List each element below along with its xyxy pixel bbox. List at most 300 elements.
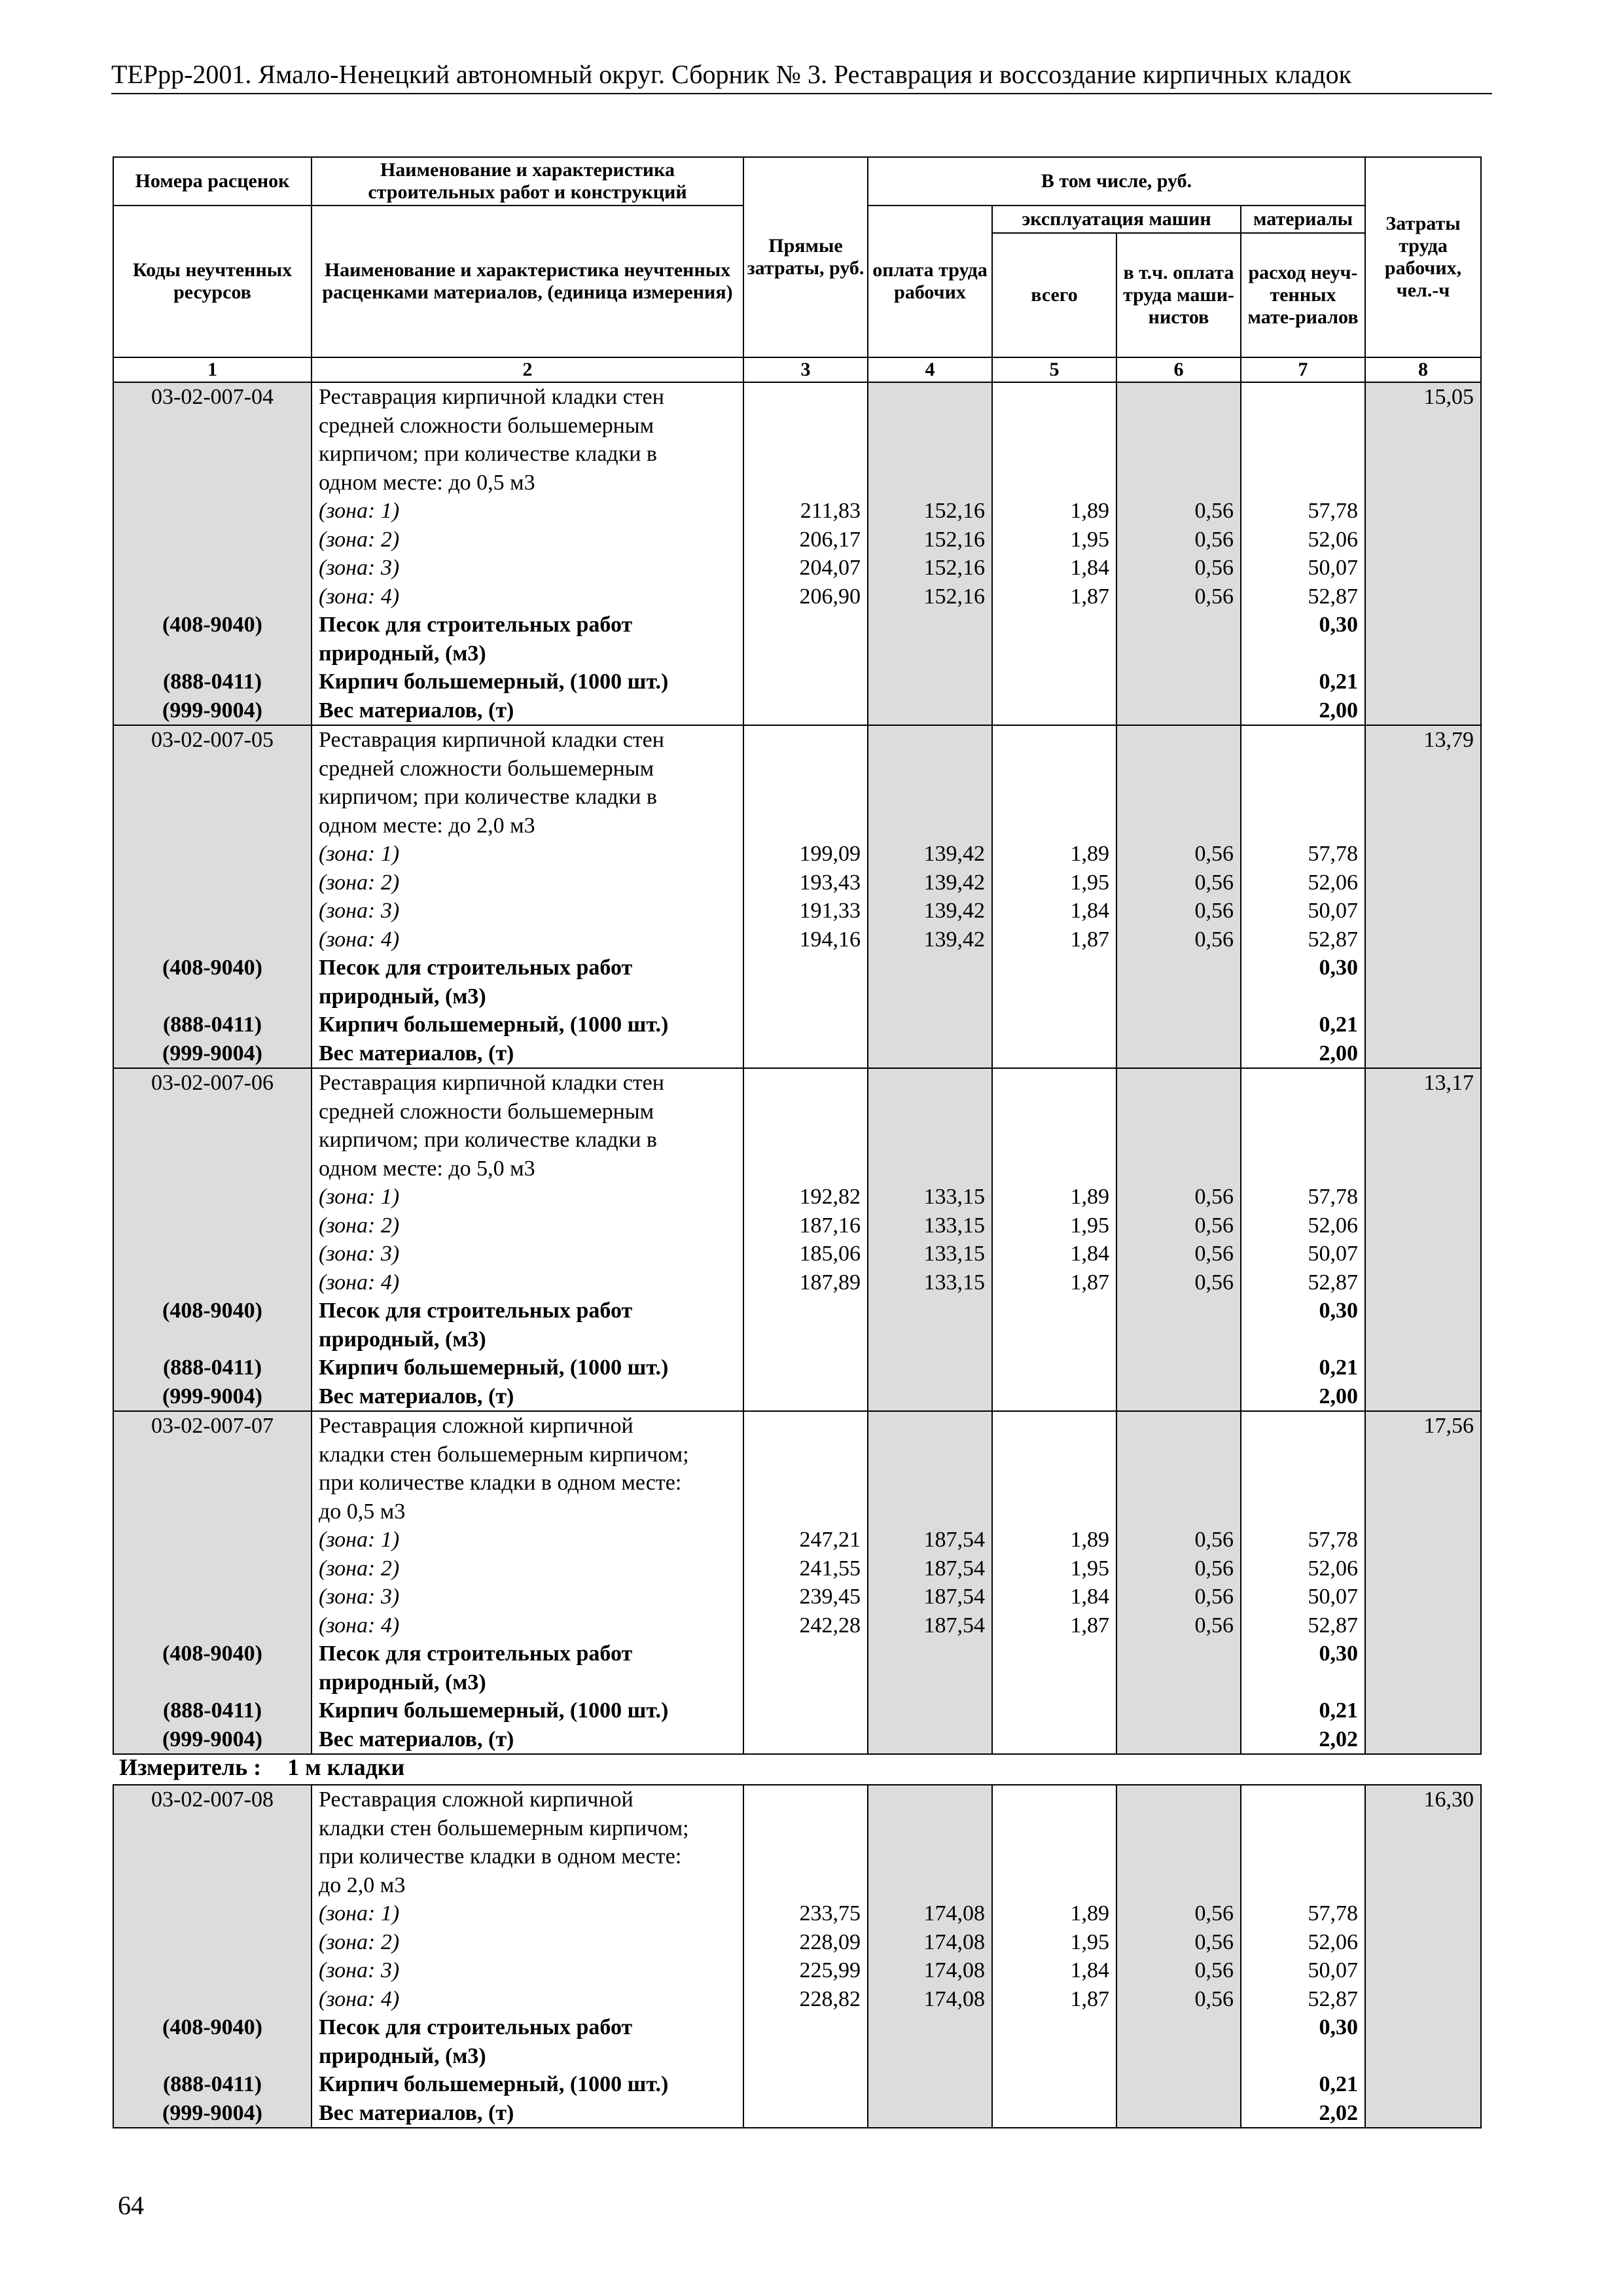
header-machine-operation: эксплуатация машин <box>992 206 1241 233</box>
header-rate-numbers: Номера расценок <box>113 157 312 206</box>
empty-cell <box>113 440 312 469</box>
table-row <box>113 1842 1481 1871</box>
machines-total: 1,87 <box>992 1611 1116 1640</box>
empty-cell <box>868 1098 992 1126</box>
empty-cell <box>743 440 868 469</box>
empty-cell <box>1365 1039 1481 1069</box>
table-row <box>113 469 1481 497</box>
empty-cell <box>992 1696 1116 1725</box>
machinist-wage: 0,56 <box>1116 554 1241 583</box>
empty-cell <box>113 526 312 554</box>
rate-code: 03-02-007-06 <box>113 1068 312 1098</box>
table-row <box>113 1611 1481 1640</box>
zone-label: (зона: 4) <box>312 1985 743 2014</box>
empty-cell <box>868 668 992 696</box>
empty-cell <box>1116 783 1241 812</box>
work-description-line: средней сложности большемерным <box>312 1098 743 1126</box>
empty-cell <box>1241 412 1365 440</box>
empty-cell <box>1365 639 1481 668</box>
empty-cell <box>1241 1411 1365 1441</box>
page-number: 64 <box>118 2191 144 2220</box>
empty-cell <box>1365 696 1481 726</box>
page-header: ТЕРрр-2001. Ямало-Ненецкий автономный округ. Сборник № 3. Реставрация и воссоздание кирпичных кладок <box>111 59 1492 94</box>
resource-code: (408-9040) <box>113 2013 312 2042</box>
empty-cell <box>992 1354 1116 1382</box>
empty-cell <box>1116 611 1241 639</box>
empty-cell <box>743 1098 868 1126</box>
table-row <box>113 2070 1481 2099</box>
direct-cost: 241,55 <box>743 1554 868 1583</box>
materials-cost: 52,06 <box>1241 1211 1365 1240</box>
machines-total: 1,95 <box>992 1928 1116 1957</box>
direct-cost: 225,99 <box>743 1956 868 1985</box>
column-number: 1 <box>113 357 312 382</box>
empty-cell <box>1365 897 1481 925</box>
table-row <box>113 1011 1481 1039</box>
table-row <box>113 1411 1481 1441</box>
empty-cell <box>1116 812 1241 840</box>
direct-cost: 191,33 <box>743 897 868 925</box>
zone-label: (зона: 2) <box>312 869 743 897</box>
empty-cell <box>868 1411 992 1441</box>
resource-code: (999-9004) <box>113 2099 312 2128</box>
empty-cell <box>743 2013 868 2042</box>
materials-cost: 57,78 <box>1241 1526 1365 1554</box>
empty-cell <box>1365 1871 1481 1900</box>
empty-cell <box>743 982 868 1011</box>
direct-cost: 242,28 <box>743 1611 868 1640</box>
empty-cell <box>992 1126 1116 1155</box>
table-header <box>113 157 1481 382</box>
table-row <box>113 1640 1481 1668</box>
zone-label: (зона: 1) <box>312 1183 743 1211</box>
empty-cell <box>113 1268 312 1297</box>
resource-name: Кирпич большемерный, (1000 шт.) <box>312 1011 743 1039</box>
worker-wage: 152,16 <box>868 554 992 583</box>
materials-cost: 57,78 <box>1241 497 1365 526</box>
work-description-line: при количестве кладки в одном месте: <box>312 1842 743 1871</box>
empty-cell <box>1365 783 1481 812</box>
empty-cell <box>1365 526 1481 554</box>
empty-cell <box>113 1469 312 1498</box>
worker-wage: 139,42 <box>868 869 992 897</box>
resource-code: (999-9004) <box>113 1725 312 1755</box>
work-description-line: кладки стен большемерным кирпичом; <box>312 1441 743 1469</box>
empty-cell <box>992 1039 1116 1069</box>
empty-cell <box>1241 639 1365 668</box>
empty-cell <box>1365 1469 1481 1498</box>
machinist-wage: 0,56 <box>1116 1183 1241 1211</box>
empty-cell <box>1241 1325 1365 1354</box>
resource-name: природный, (м3) <box>312 2042 743 2071</box>
empty-cell <box>113 755 312 783</box>
empty-cell <box>1116 2013 1241 2042</box>
empty-cell <box>743 1325 868 1354</box>
table-row <box>113 725 1481 755</box>
table-row <box>113 1554 1481 1583</box>
resource-name: Песок для строительных работ <box>312 954 743 982</box>
machinist-wage: 0,56 <box>1116 869 1241 897</box>
table-row <box>113 497 1481 526</box>
machinist-wage: 0,56 <box>1116 526 1241 554</box>
empty-cell <box>868 1469 992 1498</box>
direct-cost: 192,82 <box>743 1183 868 1211</box>
work-description-line: одном месте: до 2,0 м3 <box>312 812 743 840</box>
direct-cost: 239,45 <box>743 1583 868 1611</box>
empty-cell <box>113 583 312 611</box>
machinist-wage: 0,56 <box>1116 1240 1241 1268</box>
direct-cost: 206,17 <box>743 526 868 554</box>
empty-cell <box>1365 412 1481 440</box>
empty-cell <box>1116 2099 1241 2128</box>
direct-cost: 228,09 <box>743 1928 868 1957</box>
empty-cell <box>1116 755 1241 783</box>
empty-cell <box>1365 1268 1481 1297</box>
empty-cell <box>743 412 868 440</box>
header-labor-costs: Затраты труда рабочих, чел.-ч <box>1365 157 1481 357</box>
empty-cell <box>868 1498 992 1526</box>
empty-cell <box>1116 1871 1241 1900</box>
empty-cell <box>113 1871 312 1900</box>
empty-cell <box>113 812 312 840</box>
empty-cell <box>992 696 1116 726</box>
resource-name: Песок для строительных работ <box>312 1640 743 1668</box>
empty-cell <box>868 1011 992 1039</box>
empty-cell <box>868 1354 992 1382</box>
empty-cell <box>992 1297 1116 1325</box>
table-row <box>113 1814 1481 1843</box>
table-row <box>113 1098 1481 1126</box>
resource-consumption: 2,00 <box>1241 1382 1365 1412</box>
header-including: В том числе, руб. <box>868 157 1365 206</box>
table-row <box>113 1526 1481 1554</box>
empty-cell <box>743 1039 868 1069</box>
empty-cell <box>868 1155 992 1183</box>
machinist-wage: 0,56 <box>1116 497 1241 526</box>
resource-name: Кирпич большемерный, (1000 шт.) <box>312 2070 743 2099</box>
empty-cell <box>743 1297 868 1325</box>
header-unaccounted-materials: расход неуч-тенных мате-риалов <box>1241 233 1365 357</box>
empty-cell <box>992 1498 1116 1526</box>
table-row <box>113 1785 1481 1814</box>
direct-cost: 185,06 <box>743 1240 868 1268</box>
empty-cell <box>868 1814 992 1843</box>
empty-cell <box>992 783 1116 812</box>
empty-cell <box>992 382 1116 412</box>
empty-cell <box>1241 783 1365 812</box>
empty-cell <box>1365 869 1481 897</box>
empty-cell <box>113 1098 312 1126</box>
empty-cell <box>1241 982 1365 1011</box>
machines-total: 1,89 <box>992 1899 1116 1928</box>
empty-cell <box>1116 954 1241 982</box>
work-description-line: Реставрация сложной кирпичной <box>312 1785 743 1814</box>
empty-cell <box>1365 497 1481 526</box>
empty-cell <box>1365 982 1481 1011</box>
materials-cost: 52,06 <box>1241 526 1365 554</box>
resource-name: природный, (м3) <box>312 1325 743 1354</box>
empty-cell <box>743 1696 868 1725</box>
empty-cell <box>1365 1011 1481 1039</box>
empty-cell <box>992 1098 1116 1126</box>
empty-cell <box>1241 1155 1365 1183</box>
empty-cell <box>1365 954 1481 982</box>
work-description-line: кирпичом; при количестве кладки в <box>312 440 743 469</box>
resource-code: (888-0411) <box>113 668 312 696</box>
empty-cell <box>743 1155 868 1183</box>
materials-cost: 52,06 <box>1241 1554 1365 1583</box>
direct-cost: 187,16 <box>743 1211 868 1240</box>
direct-cost: 206,90 <box>743 583 868 611</box>
resource-name: природный, (м3) <box>312 639 743 668</box>
empty-cell <box>992 639 1116 668</box>
header-machines-total: всего <box>992 233 1116 357</box>
resource-consumption: 0,21 <box>1241 1354 1365 1382</box>
zone-label: (зона: 1) <box>312 497 743 526</box>
machines-total: 1,84 <box>992 1240 1116 1268</box>
empty-cell <box>992 611 1116 639</box>
table-row <box>113 1441 1481 1469</box>
table-row <box>113 783 1481 812</box>
table-row <box>113 412 1481 440</box>
resource-consumption: 2,02 <box>1241 2099 1365 2128</box>
resource-consumption: 0,30 <box>1241 1640 1365 1668</box>
zone-label: (зона: 2) <box>312 526 743 554</box>
resource-consumption: 0,30 <box>1241 611 1365 639</box>
resource-name: природный, (м3) <box>312 1668 743 1697</box>
resource-name: Песок для строительных работ <box>312 2013 743 2042</box>
worker-wage: 133,15 <box>868 1183 992 1211</box>
machinist-wage: 0,56 <box>1116 1211 1241 1240</box>
empty-cell <box>992 954 1116 982</box>
empty-cell <box>1365 1354 1481 1382</box>
empty-cell <box>113 1526 312 1554</box>
empty-cell <box>113 1211 312 1240</box>
table-row <box>113 440 1481 469</box>
empty-cell <box>1116 1126 1241 1155</box>
empty-cell <box>1241 2042 1365 2071</box>
zone-label: (зона: 1) <box>312 840 743 869</box>
empty-cell <box>1365 668 1481 696</box>
measure-line <box>119 1753 404 1782</box>
empty-cell <box>992 668 1116 696</box>
direct-cost: 194,16 <box>743 925 868 954</box>
empty-cell <box>1116 1098 1241 1126</box>
empty-cell <box>113 1325 312 1354</box>
table-row <box>113 1297 1481 1325</box>
empty-cell <box>1116 412 1241 440</box>
empty-cell <box>1116 1297 1241 1325</box>
empty-cell <box>1365 583 1481 611</box>
worker-wage: 139,42 <box>868 840 992 869</box>
empty-cell <box>113 1814 312 1843</box>
table-row <box>113 1325 1481 1354</box>
table-row <box>113 1583 1481 1611</box>
resource-consumption: 0,30 <box>1241 954 1365 982</box>
header-materials: материалы <box>1241 206 1365 233</box>
materials-cost: 57,78 <box>1241 1899 1365 1928</box>
column-number: 5 <box>992 357 1116 382</box>
empty-cell <box>992 982 1116 1011</box>
empty-cell <box>1116 696 1241 726</box>
zone-label: (зона: 4) <box>312 1611 743 1640</box>
machinist-wage: 0,56 <box>1116 897 1241 925</box>
zone-label: (зона: 1) <box>312 1899 743 1928</box>
empty-cell <box>868 954 992 982</box>
table-body <box>113 382 1481 1754</box>
empty-cell <box>113 1183 312 1211</box>
empty-cell <box>868 696 992 726</box>
empty-cell <box>113 469 312 497</box>
table-row <box>113 1469 1481 1498</box>
empty-cell <box>743 812 868 840</box>
materials-cost: 50,07 <box>1241 1583 1365 1611</box>
empty-cell <box>743 1011 868 1039</box>
empty-cell <box>1241 1068 1365 1098</box>
table-row <box>113 1696 1481 1725</box>
table-row <box>113 611 1481 639</box>
empty-cell <box>868 755 992 783</box>
work-description-line: Реставрация кирпичной кладки стен <box>312 1068 743 1098</box>
zone-label: (зона: 3) <box>312 554 743 583</box>
resource-name: Вес материалов, (т) <box>312 696 743 726</box>
empty-cell <box>1241 469 1365 497</box>
rate-code: 03-02-007-07 <box>113 1411 312 1441</box>
empty-cell <box>743 1126 868 1155</box>
worker-wage: 139,42 <box>868 925 992 954</box>
empty-cell <box>1365 554 1481 583</box>
empty-cell <box>743 1441 868 1469</box>
direct-cost: 199,09 <box>743 840 868 869</box>
table-row <box>113 982 1481 1011</box>
empty-cell <box>1116 1696 1241 1725</box>
empty-cell <box>1241 1469 1365 1498</box>
rate-code: 03-02-007-05 <box>113 725 312 755</box>
empty-cell <box>113 1583 312 1611</box>
zone-label: (зона: 2) <box>312 1554 743 1583</box>
resource-name: Песок для строительных работ <box>312 611 743 639</box>
empty-cell <box>1116 1068 1241 1098</box>
materials-cost: 50,07 <box>1241 1240 1365 1268</box>
empty-cell <box>1365 1498 1481 1526</box>
table-row <box>113 1871 1481 1900</box>
direct-cost: 204,07 <box>743 554 868 583</box>
machines-total: 1,87 <box>992 1268 1116 1297</box>
empty-cell <box>868 783 992 812</box>
empty-cell <box>868 1725 992 1755</box>
empty-cell <box>1116 440 1241 469</box>
resource-code: (888-0411) <box>113 2070 312 2099</box>
empty-cell <box>1365 1526 1481 1554</box>
empty-cell <box>992 2013 1116 2042</box>
machines-total: 1,84 <box>992 1583 1116 1611</box>
empty-cell <box>743 755 868 783</box>
empty-cell <box>868 1785 992 1814</box>
table-row <box>113 1155 1481 1183</box>
table-row <box>113 1240 1481 1268</box>
empty-cell <box>113 1126 312 1155</box>
materials-cost: 50,07 <box>1241 897 1365 925</box>
machinist-wage: 0,56 <box>1116 1899 1241 1928</box>
machines-total: 1,87 <box>992 583 1116 611</box>
machines-total: 1,89 <box>992 840 1116 869</box>
empty-cell <box>1241 440 1365 469</box>
empty-cell <box>1365 1668 1481 1697</box>
empty-cell <box>992 440 1116 469</box>
work-description-line: кирпичом; при количестве кладки в <box>312 783 743 812</box>
column-number: 3 <box>743 357 868 382</box>
empty-cell <box>868 1871 992 1900</box>
empty-cell <box>1116 1411 1241 1441</box>
resource-name: Кирпич большемерный, (1000 шт.) <box>312 668 743 696</box>
machinist-wage: 0,56 <box>1116 583 1241 611</box>
empty-cell <box>1116 1011 1241 1039</box>
empty-cell <box>1116 1382 1241 1412</box>
empty-cell <box>743 2070 868 2099</box>
work-description-line: одном месте: до 0,5 м3 <box>312 469 743 497</box>
machines-total: 1,84 <box>992 897 1116 925</box>
empty-cell <box>992 1640 1116 1668</box>
machinist-wage: 0,56 <box>1116 1928 1241 1957</box>
machines-total: 1,89 <box>992 497 1116 526</box>
materials-cost: 52,87 <box>1241 1268 1365 1297</box>
resource-code: (888-0411) <box>113 1011 312 1039</box>
table-row <box>113 583 1481 611</box>
header-work-name: Наименование и характеристика строительных работ и конструкций <box>312 157 743 206</box>
resource-name: Кирпич большемерный, (1000 шт.) <box>312 1696 743 1725</box>
empty-cell <box>743 668 868 696</box>
table-row <box>113 1068 1481 1098</box>
empty-cell <box>1365 1098 1481 1126</box>
zone-label: (зона: 2) <box>312 1211 743 1240</box>
empty-cell <box>1365 840 1481 869</box>
worker-wage: 187,54 <box>868 1611 992 1640</box>
empty-cell <box>868 639 992 668</box>
empty-cell <box>1116 1640 1241 1668</box>
column-number: 4 <box>868 357 992 382</box>
machinist-wage: 0,56 <box>1116 1956 1241 1985</box>
empty-cell <box>992 1785 1116 1814</box>
table-row <box>113 869 1481 897</box>
empty-cell <box>1365 469 1481 497</box>
empty-cell <box>868 1696 992 1725</box>
empty-cell <box>113 1842 312 1871</box>
resource-name: Кирпич большемерный, (1000 шт.) <box>312 1354 743 1382</box>
empty-cell <box>1241 725 1365 755</box>
resource-name: Вес материалов, (т) <box>312 2099 743 2128</box>
empty-cell <box>992 2099 1116 2128</box>
table-row <box>113 755 1481 783</box>
empty-cell <box>113 925 312 954</box>
work-description-line: до 0,5 м3 <box>312 1498 743 1526</box>
resource-consumption: 2,02 <box>1241 1725 1365 1755</box>
worker-wage: 152,16 <box>868 583 992 611</box>
empty-cell <box>113 1956 312 1985</box>
empty-cell <box>1116 1842 1241 1871</box>
resource-consumption: 0,30 <box>1241 1297 1365 1325</box>
table-row <box>113 1899 1481 1928</box>
empty-cell <box>1365 1126 1481 1155</box>
materials-cost: 50,07 <box>1241 1956 1365 1985</box>
empty-cell <box>113 1899 312 1928</box>
work-description-line: средней сложности большемерным <box>312 412 743 440</box>
rates-table <box>113 156 1482 1755</box>
worker-wage: 152,16 <box>868 526 992 554</box>
resource-consumption: 2,00 <box>1241 696 1365 726</box>
zone-label: (зона: 2) <box>312 1928 743 1957</box>
empty-cell <box>992 1441 1116 1469</box>
zone-label: (зона: 3) <box>312 1240 743 1268</box>
